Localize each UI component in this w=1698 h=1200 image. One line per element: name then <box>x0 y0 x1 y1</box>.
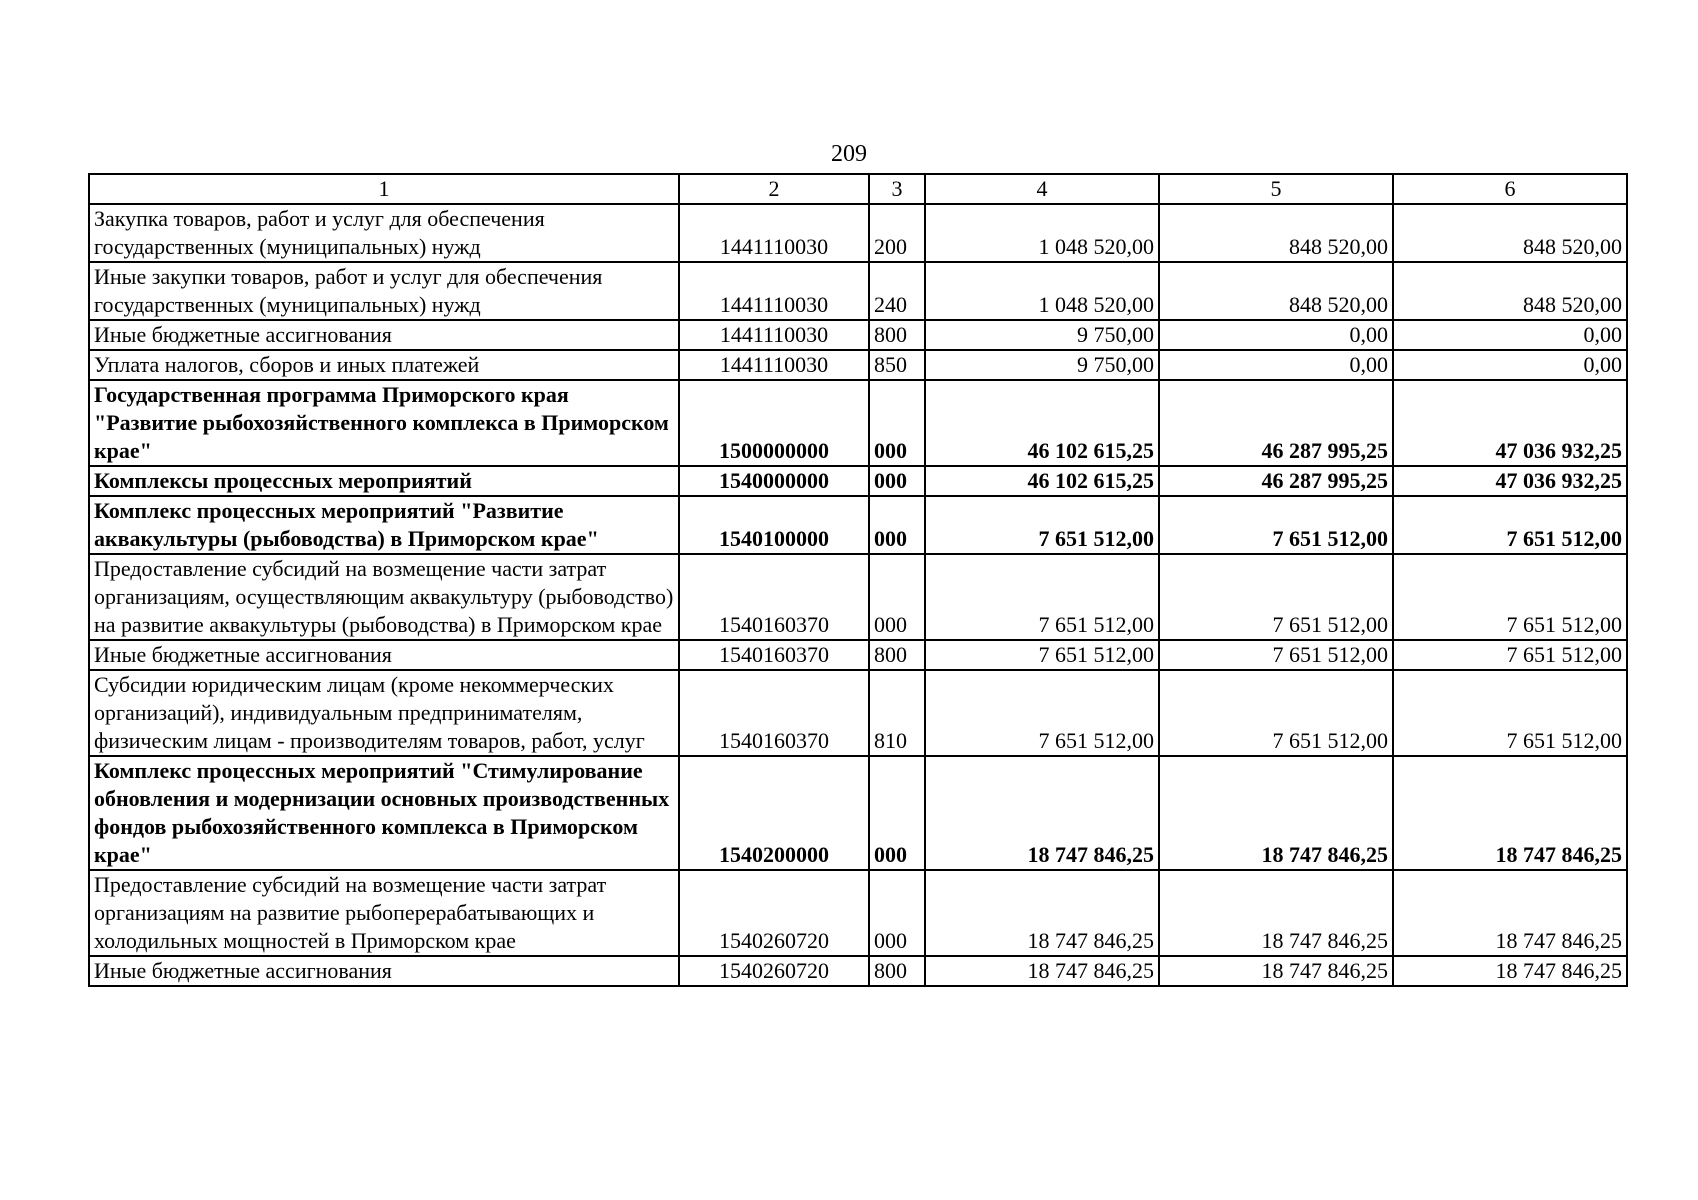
value-col4: 1 048 520,00 <box>925 204 1159 262</box>
item-code: 1540000000 <box>679 466 869 496</box>
item-type: 000 <box>869 870 925 956</box>
table-row <box>89 350 1627 380</box>
item-code: 1441110030 <box>679 350 869 380</box>
item-name: Иные бюджетные ассигнования <box>89 640 679 670</box>
header-cell: 1 <box>89 174 679 204</box>
header-cell: 2 <box>679 174 869 204</box>
item-name: Комплекс процессных мероприятий "Стимулирование обновления и модернизации основных производственных фондов рыбохозяйственного комплекса в Приморском крае" <box>89 756 679 870</box>
item-code: 1500000000 <box>679 380 869 466</box>
item-name: Субсидии юридическим лицам (кроме некоммерческих организаций), индивидуальным предпринимателям, физическим лицам - производителям товаров, работ, услуг <box>89 670 679 756</box>
table-row <box>89 262 1627 320</box>
item-name: Комплекс процессных мероприятий "Развитие аквакультуры (рыбоводства) в Приморском крае" <box>89 496 679 554</box>
header-cell: 5 <box>1159 174 1393 204</box>
item-code: 1540160370 <box>679 640 869 670</box>
value-col6: 0,00 <box>1393 350 1627 380</box>
header-cell: 3 <box>869 174 925 204</box>
item-type: 800 <box>869 640 925 670</box>
value-col4: 7 651 512,00 <box>925 640 1159 670</box>
item-type: 240 <box>869 262 925 320</box>
value-col5: 46 287 995,25 <box>1159 466 1393 496</box>
value-col5: 7 651 512,00 <box>1159 640 1393 670</box>
table-row <box>89 554 1627 640</box>
item-type: 000 <box>869 496 925 554</box>
value-col6: 18 747 846,25 <box>1393 870 1627 956</box>
value-col5: 46 287 995,25 <box>1159 380 1393 466</box>
value-col6: 18 747 846,25 <box>1393 756 1627 870</box>
value-col4: 18 747 846,25 <box>925 870 1159 956</box>
item-name: Иные закупки товаров, работ и услуг для обеспечения государственных (муниципальных) нужд <box>89 262 679 320</box>
table-row <box>89 204 1627 262</box>
header-cell: 4 <box>925 174 1159 204</box>
header-row <box>89 174 1627 204</box>
item-code: 1441110030 <box>679 320 869 350</box>
table-row <box>89 870 1627 956</box>
item-type: 000 <box>869 756 925 870</box>
page-number: 209 <box>831 141 867 167</box>
value-col4: 7 651 512,00 <box>925 670 1159 756</box>
value-col4: 7 651 512,00 <box>925 554 1159 640</box>
item-code: 1441110030 <box>679 262 869 320</box>
budget-table <box>88 173 1628 987</box>
item-name: Предоставление субсидий на возмещение части затрат организациям на развитие рыбоперерабатывающих и холодильных мощностей в Приморском крае <box>89 870 679 956</box>
item-type: 850 <box>869 350 925 380</box>
value-col6: 47 036 932,25 <box>1393 380 1627 466</box>
value-col5: 0,00 <box>1159 320 1393 350</box>
value-col5: 0,00 <box>1159 350 1393 380</box>
item-name: Иные бюджетные ассигнования <box>89 320 679 350</box>
value-col6: 7 651 512,00 <box>1393 670 1627 756</box>
value-col4: 9 750,00 <box>925 350 1159 380</box>
table-row <box>89 640 1627 670</box>
item-code: 1540260720 <box>679 870 869 956</box>
table-row <box>89 320 1627 350</box>
value-col6: 7 651 512,00 <box>1393 496 1627 554</box>
table-row <box>89 956 1627 986</box>
value-col5: 848 520,00 <box>1159 204 1393 262</box>
item-code: 1540160370 <box>679 554 869 640</box>
value-col5: 7 651 512,00 <box>1159 554 1393 640</box>
item-type: 000 <box>869 380 925 466</box>
item-code: 1441110030 <box>679 204 869 262</box>
value-col6: 848 520,00 <box>1393 204 1627 262</box>
table-row <box>89 756 1627 870</box>
value-col4: 46 102 615,25 <box>925 466 1159 496</box>
value-col6: 7 651 512,00 <box>1393 554 1627 640</box>
item-name: Закупка товаров, работ и услуг для обеспечения государственных (муниципальных) нужд <box>89 204 679 262</box>
value-col6: 848 520,00 <box>1393 262 1627 320</box>
item-type: 800 <box>869 320 925 350</box>
item-type: 810 <box>869 670 925 756</box>
item-type: 800 <box>869 956 925 986</box>
value-col6: 47 036 932,25 <box>1393 466 1627 496</box>
table-row <box>89 466 1627 496</box>
item-name: Государственная программа Приморского края "Развитие рыбохозяйственного комплекса в Приморском крае" <box>89 380 679 466</box>
value-col5: 7 651 512,00 <box>1159 496 1393 554</box>
item-name: Уплата налогов, сборов и иных платежей <box>89 350 679 380</box>
item-code: 1540260720 <box>679 956 869 986</box>
value-col5: 7 651 512,00 <box>1159 670 1393 756</box>
item-code: 1540200000 <box>679 756 869 870</box>
item-name: Иные бюджетные ассигнования <box>89 956 679 986</box>
item-code: 1540160370 <box>679 670 869 756</box>
value-col5: 18 747 846,25 <box>1159 756 1393 870</box>
value-col5: 18 747 846,25 <box>1159 870 1393 956</box>
value-col4: 7 651 512,00 <box>925 496 1159 554</box>
value-col5: 848 520,00 <box>1159 262 1393 320</box>
header-cell: 6 <box>1393 174 1627 204</box>
value-col4: 18 747 846,25 <box>925 756 1159 870</box>
item-name: Комплексы процессных мероприятий <box>89 466 679 496</box>
value-col4: 1 048 520,00 <box>925 262 1159 320</box>
item-type: 000 <box>869 554 925 640</box>
item-type: 000 <box>869 466 925 496</box>
value-col5: 18 747 846,25 <box>1159 956 1393 986</box>
table-row <box>89 380 1627 466</box>
table-row <box>89 496 1627 554</box>
value-col6: 0,00 <box>1393 320 1627 350</box>
item-type: 200 <box>869 204 925 262</box>
value-col4: 46 102 615,25 <box>925 380 1159 466</box>
value-col6: 7 651 512,00 <box>1393 640 1627 670</box>
item-name: Предоставление субсидий на возмещение части затрат организациям, осуществляющим аквакультуру (рыбоводство) на развитие аквакультуры (рыбоводства) в Приморском крае <box>89 554 679 640</box>
value-col6: 18 747 846,25 <box>1393 956 1627 986</box>
value-col4: 9 750,00 <box>925 320 1159 350</box>
table-row <box>89 670 1627 756</box>
value-col4: 18 747 846,25 <box>925 956 1159 986</box>
item-code: 1540100000 <box>679 496 869 554</box>
